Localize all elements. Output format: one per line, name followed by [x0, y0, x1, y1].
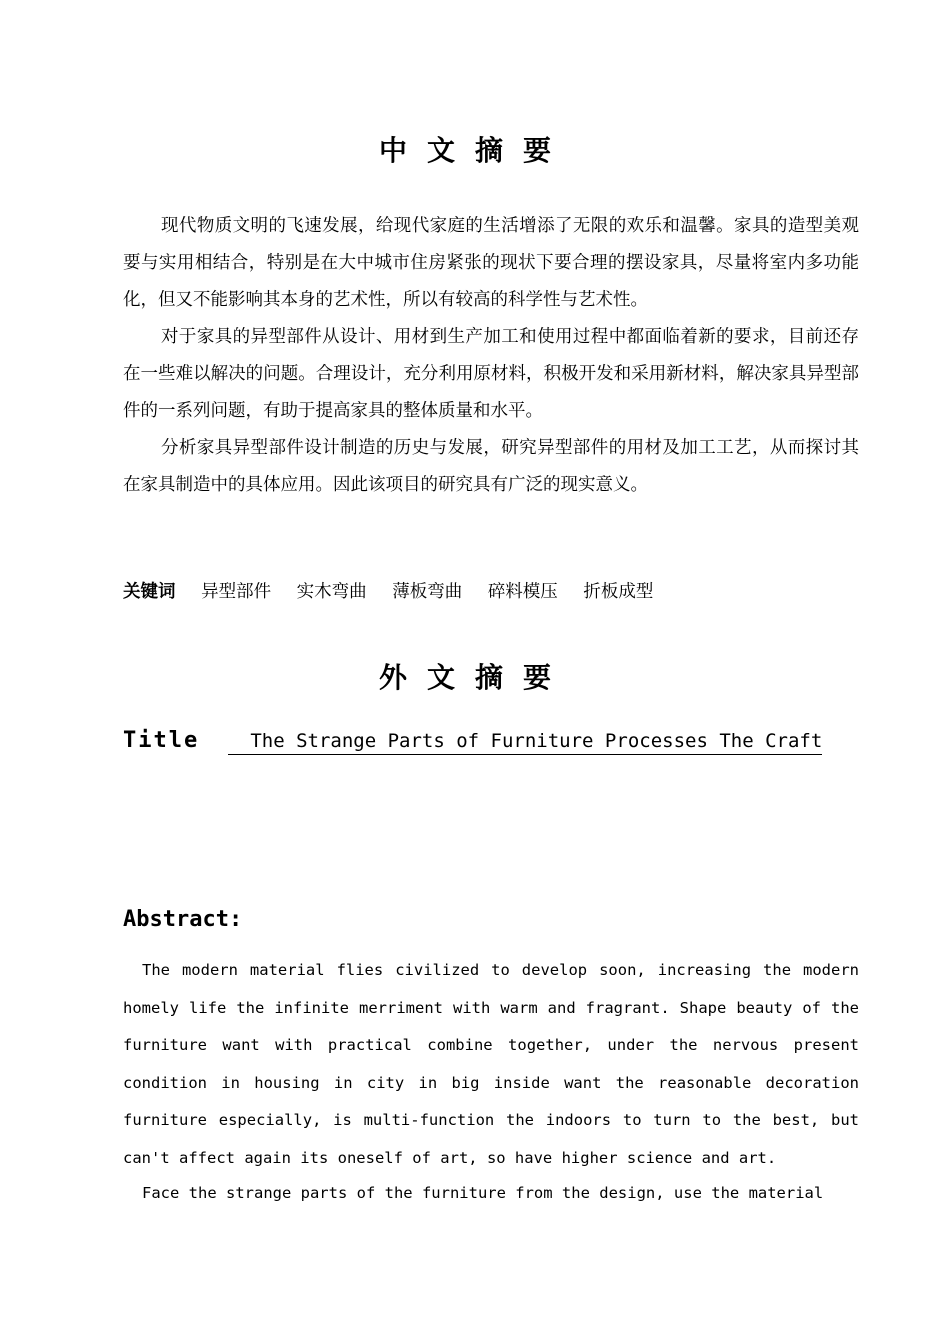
- title-value: The Strange Parts of Furniture Processes The Craft: [228, 728, 822, 755]
- chinese-abstract-paragraph-2: 对于家具的异型部件从设计、用材到生产加工和使用过程中都面临着新的要求，目前还存在一些难以解决的问题。合理设计，充分利用原材料，积极开发和采用新材料，解决家具异型部件的一系列问题，有助于提高家具的整体质量和水平。: [123, 327, 859, 421]
- chinese-abstract-heading: 中文摘要: [378, 134, 571, 167]
- english-abstract-paragraph-1: The modern material flies civilized to develop soon, increasing the modern homely life the infinite merriment with warm and fragrant. Shape beauty of the furniture want with practical combine together, under the nervous present condition in housing in city in big inside want the reasonable decoration furniture especially, is multi-function the indoors to turn to the best, but can't affect again its oneself of art, so have higher science and art.: [123, 961, 859, 1167]
- english-abstract-paragraph-2: Face the strange parts of the furniture from the design, use the material: [142, 1184, 824, 1202]
- title-row: [123, 728, 822, 762]
- keyword-item: 薄板弯曲: [392, 582, 463, 602]
- foreign-abstract-heading: 外文摘要: [378, 661, 571, 694]
- keywords-line: [123, 577, 673, 607]
- keyword-item: 异型部件: [201, 582, 272, 602]
- keyword-item: 实木弯曲: [296, 582, 367, 602]
- chinese-abstract-paragraph-1: 现代物质文明的飞速发展，给现代家庭的生活增添了无限的欢乐和温馨。家具的造型美观要与实用相结合，特别是在大中城市住房紧张的现状下要合理的摆设家具，尽量将室内多功能化，但又不能影响其本身的艺术性，所以有较高的科学性与艺术性。: [123, 216, 859, 310]
- title-label: Title: [123, 728, 200, 753]
- chinese-abstract-paragraph-3: 分析家具异型部件设计制造的历史与发展，研究异型部件的用材及加工工艺，从而探讨其在家具制造中的具体应用。因此该项目的研究具有广泛的现实意义。: [123, 438, 859, 495]
- keyword-item: 碎料模压: [487, 582, 558, 602]
- abstract-label: Abstract:: [123, 907, 243, 932]
- keyword-item: 折板成型: [583, 582, 654, 602]
- keywords-label: 关键词: [123, 582, 176, 602]
